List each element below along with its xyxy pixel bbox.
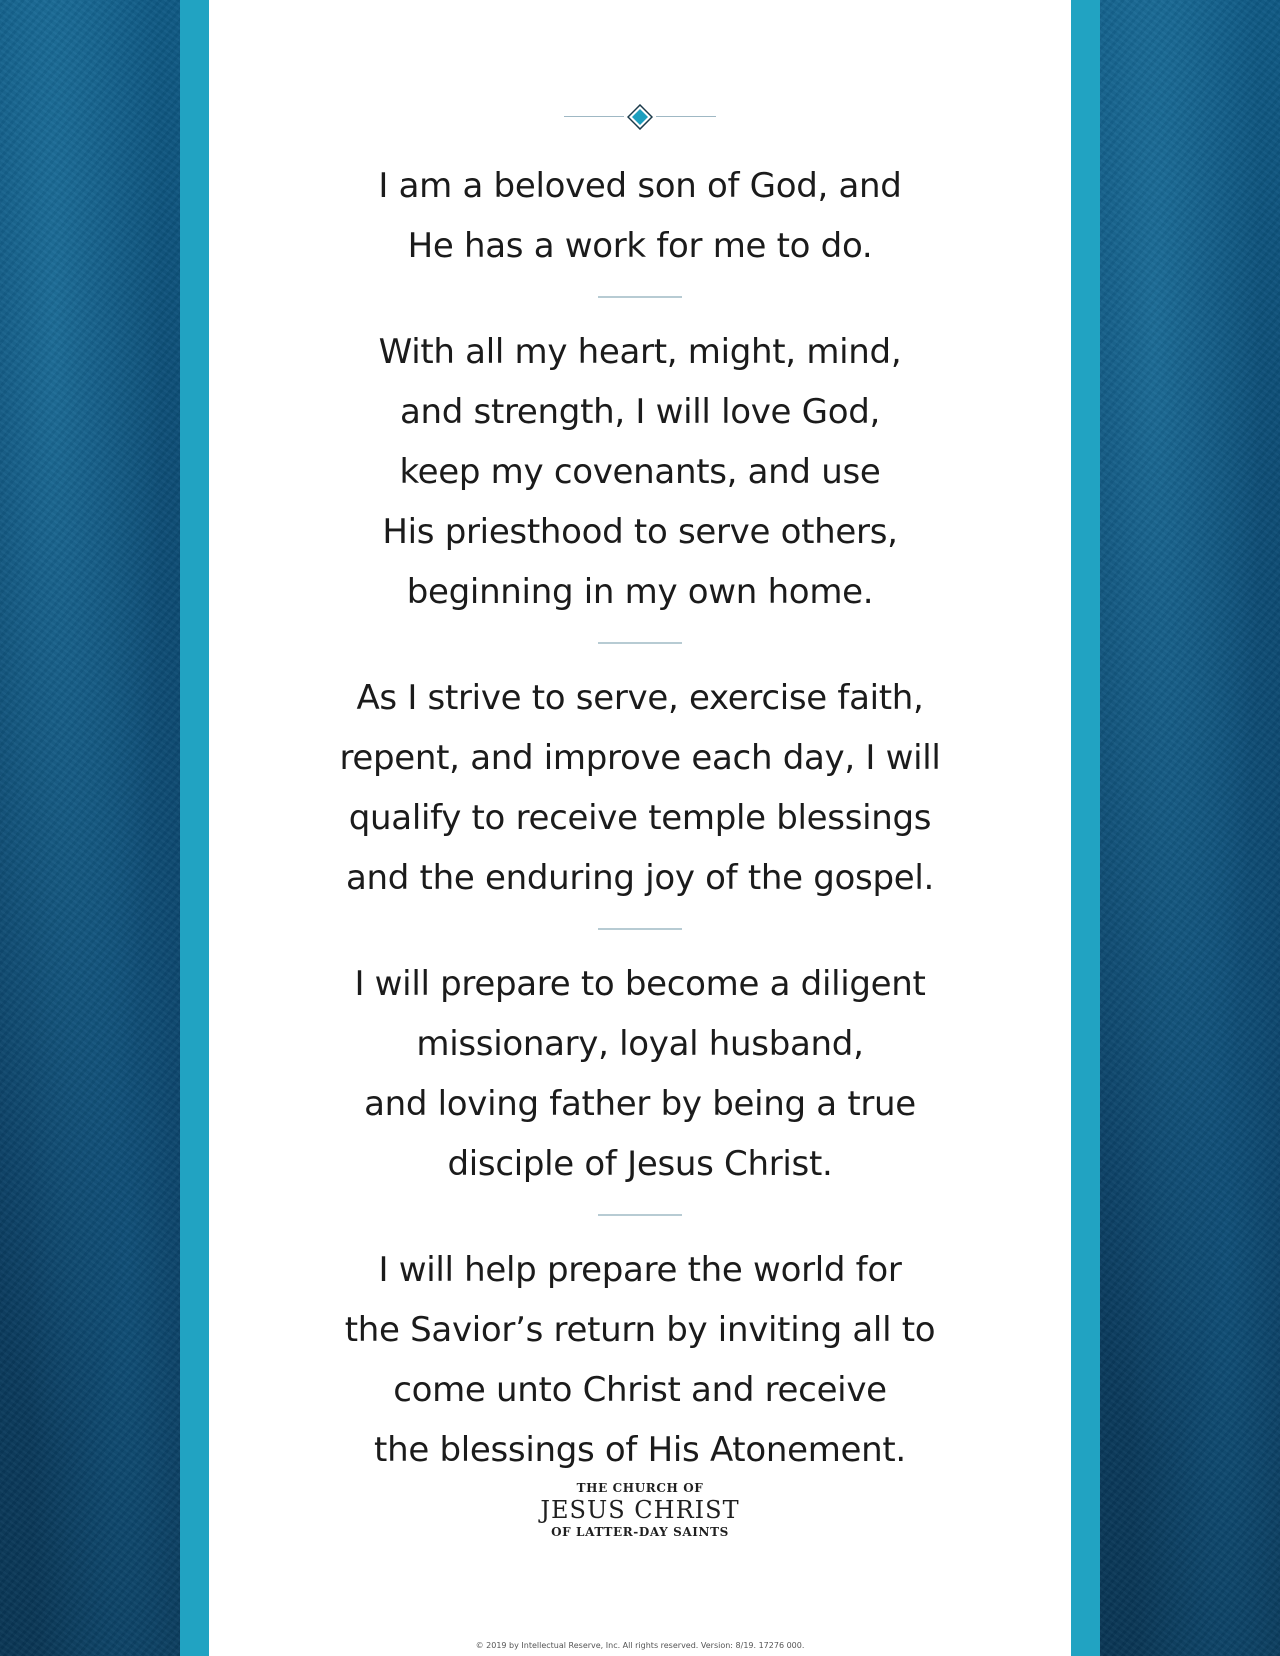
theme-stanza: [209, 954, 1071, 1194]
theme-line: missionary, loyal husband,: [416, 1024, 864, 1064]
theme-line: beginning in my own home.: [406, 572, 874, 612]
logo-line-top: THE CHURCH OF: [576, 1481, 704, 1495]
stanza-divider: [598, 642, 682, 644]
theme-line: With all my heart, might, mind,: [378, 332, 902, 372]
theme-line: I am a beloved son of God, and: [378, 166, 902, 206]
theme-line: and strength, I will love God,: [399, 392, 881, 432]
theme-line: I will prepare to become a diligent: [354, 964, 926, 1004]
diamond-ornament-icon: [627, 104, 653, 130]
theme-line: disciple of Jesus Christ.: [447, 1144, 833, 1184]
left-accent-band: [180, 0, 209, 1656]
theme-line: qualify to receive temple blessings: [348, 798, 932, 838]
left-textured-panel: [0, 0, 180, 1656]
church-logo: [209, 1480, 1071, 1540]
poster-paper: [209, 0, 1071, 1656]
theme-line: keep my covenants, and use: [399, 452, 881, 492]
theme-line: and the enduring joy of the gospel.: [345, 858, 935, 898]
theme-line: and loving father by being a true: [364, 1084, 916, 1124]
theme-line: the blessings of His Atonement.: [374, 1430, 906, 1470]
theme-stanza: [209, 322, 1071, 622]
theme-stanza: [209, 1240, 1071, 1480]
stanza-divider: [598, 1214, 682, 1216]
theme-stanza: [209, 156, 1071, 276]
theme-line: the Savior’s return by inviting all to: [344, 1310, 936, 1350]
theme-line: He has a work for me to do.: [407, 226, 873, 266]
right-accent-band: [1071, 0, 1100, 1656]
stanza-divider: [598, 928, 682, 930]
copyright-notice: © 2019 by Intellectual Reserve, Inc. All rights reserved. Version: 8/19. 17276 000.: [475, 1641, 805, 1650]
theme-stanza: [209, 668, 1071, 908]
theme-line: As I strive to serve, exercise faith,: [356, 678, 924, 718]
stanza-divider: [598, 296, 682, 298]
logo-line-main: JESUS CHRIST: [540, 1496, 740, 1524]
theme-line: repent, and improve each day, I will: [339, 738, 941, 778]
ornament-line-left: [564, 116, 624, 117]
theme-line: come unto Christ and receive: [393, 1370, 887, 1410]
ornament-line-right: [656, 116, 716, 117]
theme-line: I will help prepare the world for: [378, 1250, 902, 1290]
aaronic-priesthood-theme: [209, 156, 1071, 1480]
theme-line: His priesthood to serve others,: [382, 512, 898, 552]
logo-line-bottom: OF LATTER-DAY SAINTS: [551, 1525, 729, 1539]
header-ornament: [564, 104, 716, 130]
right-textured-panel: [1100, 0, 1280, 1656]
